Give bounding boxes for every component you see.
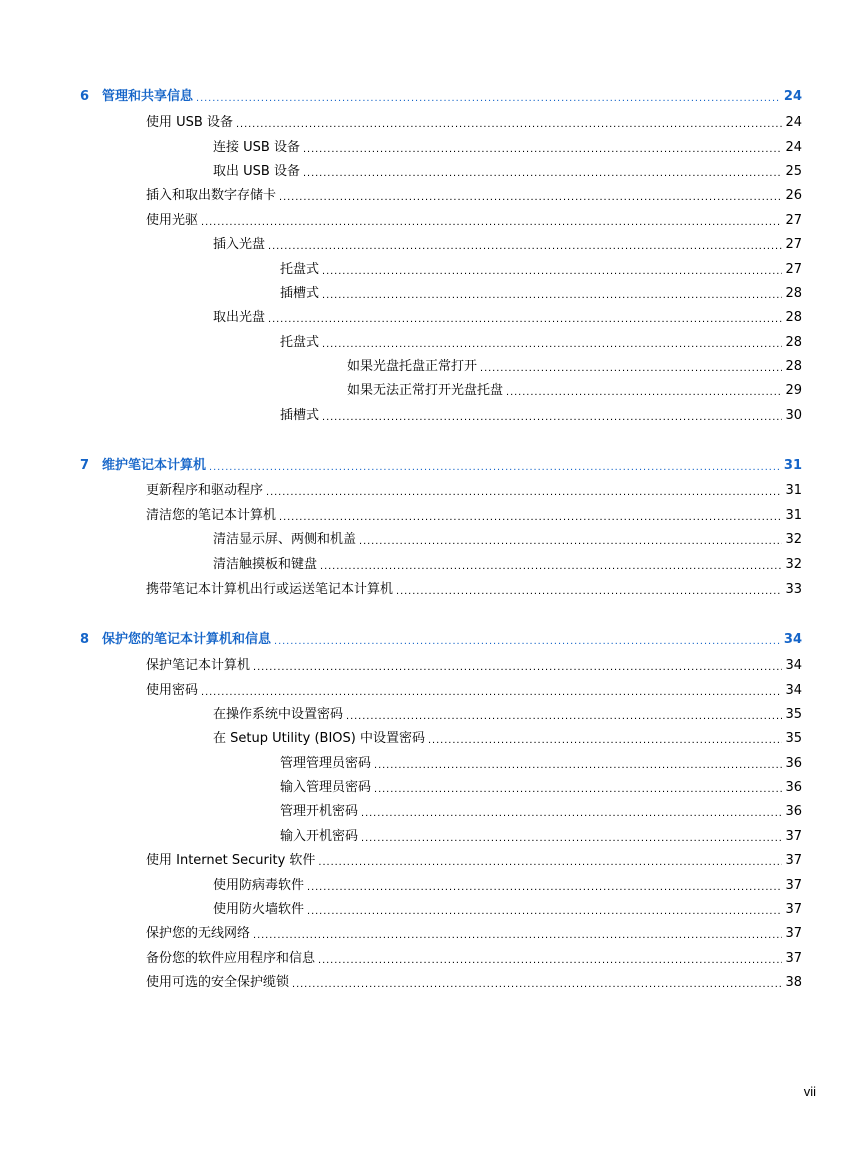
toc-entry[interactable] — [146, 580, 802, 598]
dot-leader — [201, 215, 782, 229]
toc-entry-title: 使用光驱 — [146, 213, 199, 228]
toc-entry-title: 备份您的软件应用程序和信息 — [146, 951, 316, 966]
toc-page-number: 34 — [783, 632, 802, 647]
toc-page-number: 34 — [785, 658, 802, 673]
toc-entry-title: 输入开机密码 — [280, 829, 359, 844]
dot-leader — [268, 312, 782, 326]
toc-entry-title: 如果光盘托盘正常打开 — [347, 359, 478, 374]
toc-entry[interactable] — [213, 705, 802, 723]
toc-entry[interactable] — [280, 284, 802, 302]
chapter-number: 7 — [80, 458, 90, 473]
toc-page-number: 35 — [785, 731, 802, 746]
toc-page-number: 24 — [785, 140, 802, 155]
toc-entry[interactable] — [146, 211, 802, 229]
toc-entry-title: 插槽式 — [280, 286, 320, 301]
dot-leader — [480, 361, 782, 375]
toc-page-number: 36 — [785, 780, 802, 795]
dot-leader — [506, 385, 782, 399]
toc-chapter-entry[interactable] — [80, 630, 802, 648]
dot-leader — [318, 953, 782, 967]
toc-entry-title: 取出光盘 — [213, 310, 266, 325]
toc-entry-title: 清洁显示屏、两侧和机盖 — [213, 532, 357, 547]
toc-entry[interactable] — [213, 235, 802, 253]
toc-page-number: 28 — [785, 310, 802, 325]
toc-page-number: 33 — [785, 582, 802, 597]
toc-page-number: 32 — [785, 557, 802, 572]
toc-page-number: 37 — [785, 951, 802, 966]
toc-entry[interactable] — [146, 113, 802, 131]
toc-entry-title: 清洁您的笔记本计算机 — [146, 508, 277, 523]
dot-leader — [361, 831, 782, 845]
toc-page-number: 32 — [785, 532, 802, 547]
toc-entry[interactable] — [146, 681, 802, 699]
toc-entry[interactable] — [280, 333, 802, 351]
toc-entry[interactable] — [146, 506, 802, 524]
toc-entry[interactable] — [280, 754, 802, 772]
toc-entry-title: 使用 Internet Security 软件 — [146, 853, 316, 868]
toc-page-number: 36 — [785, 804, 802, 819]
dot-leader — [303, 166, 783, 180]
toc-entry-title: 更新程序和驱动程序 — [146, 483, 264, 498]
toc-page-number: 24 — [783, 89, 802, 104]
toc-page-number: 31 — [785, 483, 802, 498]
dot-leader — [428, 733, 782, 747]
toc-entry[interactable] — [146, 949, 802, 967]
dot-leader — [307, 880, 782, 894]
toc-chapter-entry[interactable] — [80, 87, 802, 105]
dot-leader — [253, 660, 782, 674]
toc-entry[interactable] — [280, 778, 802, 796]
toc-page-number: 37 — [785, 829, 802, 844]
toc-entry[interactable] — [146, 851, 802, 869]
toc-entry-title: 使用密码 — [146, 683, 199, 698]
toc-page-number: 26 — [785, 188, 802, 203]
toc-entry[interactable] — [213, 555, 802, 573]
toc-entry-title: 取出 USB 设备 — [213, 164, 300, 179]
toc-entry-title: 使用可选的安全保护缆锁 — [146, 975, 290, 990]
dot-leader — [209, 460, 781, 474]
toc-page-number: 24 — [785, 115, 802, 130]
dot-leader — [266, 485, 782, 499]
toc-entry[interactable] — [146, 481, 802, 499]
toc-entry-title: 输入管理员密码 — [280, 780, 372, 795]
toc-entry-title: 使用防病毒软件 — [213, 878, 305, 893]
dot-leader — [361, 806, 782, 820]
toc-entry[interactable] — [213, 138, 802, 156]
toc-page-number: 30 — [785, 408, 802, 423]
dot-leader — [374, 782, 782, 796]
toc-entry-title: 清洁触摸板和键盘 — [213, 557, 318, 572]
dot-leader — [322, 264, 782, 278]
toc-entry[interactable] — [213, 729, 802, 747]
toc-entry-title: 插入和取出数字存储卡 — [146, 188, 277, 203]
toc-entry-title: 插入光盘 — [213, 237, 266, 252]
toc-entry[interactable] — [213, 308, 802, 326]
toc-page-number: 28 — [785, 359, 802, 374]
toc-entry[interactable] — [146, 973, 802, 991]
toc-entry[interactable] — [146, 924, 802, 942]
dot-leader — [307, 904, 782, 918]
toc-page-number: 35 — [785, 707, 802, 722]
dot-leader — [268, 239, 782, 253]
toc-entry-title: 连接 USB 设备 — [213, 140, 300, 155]
dot-leader — [279, 510, 782, 524]
toc-page-number: 36 — [785, 756, 802, 771]
toc-entry-title: 托盘式 — [280, 335, 320, 350]
toc-entry[interactable] — [146, 186, 802, 204]
toc-entry-title: 管理和共享信息 — [102, 89, 194, 104]
toc-page-number: 31 — [785, 508, 802, 523]
toc-entry-title: 托盘式 — [280, 262, 320, 277]
toc-entry[interactable] — [347, 357, 802, 375]
toc-entry-title: 保护您的笔记本计算机和信息 — [102, 632, 272, 647]
dot-leader — [396, 584, 782, 598]
dot-leader — [320, 559, 782, 573]
toc-entry[interactable] — [146, 656, 802, 674]
dot-leader — [346, 709, 782, 723]
toc-entry[interactable] — [280, 406, 802, 424]
dot-leader — [322, 288, 782, 302]
toc-page-number: 27 — [785, 262, 802, 277]
toc-page-number: 34 — [785, 683, 802, 698]
dot-leader — [359, 534, 782, 548]
toc-page-number: 28 — [785, 286, 802, 301]
toc-entry-title: 保护您的无线网络 — [146, 926, 251, 941]
toc-entry-title: 保护笔记本计算机 — [146, 658, 251, 673]
toc-entry-title: 如果无法正常打开光盘托盘 — [347, 383, 504, 398]
dot-leader — [274, 634, 781, 648]
dot-leader — [322, 337, 782, 351]
toc-entry[interactable] — [213, 900, 802, 918]
dot-leader — [196, 91, 781, 105]
toc-entry-title: 维护笔记本计算机 — [102, 458, 207, 473]
toc-page-number: 37 — [785, 926, 802, 941]
dot-leader — [374, 758, 782, 772]
toc-entry[interactable] — [280, 260, 802, 278]
dot-leader — [201, 685, 782, 699]
toc-page-number: 38 — [785, 975, 802, 990]
toc-entry-title: 使用防火墙软件 — [213, 902, 305, 917]
toc-page-number: 27 — [785, 237, 802, 252]
toc-page-number: 29 — [785, 383, 802, 398]
toc-page-number: 31 — [783, 458, 802, 473]
toc-entry-title: 管理开机密码 — [280, 804, 359, 819]
dot-leader — [303, 142, 783, 156]
toc-entry-title: 在 Setup Utility (BIOS) 中设置密码 — [213, 731, 425, 746]
page-folio: vii — [803, 1084, 816, 1099]
dot-leader — [322, 410, 782, 424]
toc-entry[interactable] — [213, 876, 802, 894]
toc-entry[interactable] — [213, 162, 802, 180]
dot-leader — [253, 928, 782, 942]
toc-entry[interactable] — [280, 802, 802, 820]
toc-entry[interactable] — [347, 381, 802, 399]
toc-entry-title: 携带笔记本计算机出行或运送笔记本计算机 — [146, 582, 394, 597]
dot-leader — [292, 977, 782, 991]
toc-page-number: 25 — [785, 164, 802, 179]
chapter-number: 6 — [80, 89, 90, 104]
dot-leader — [318, 855, 782, 869]
toc-page-number: 37 — [785, 878, 802, 893]
chapter-number: 8 — [80, 632, 90, 647]
dot-leader — [279, 190, 782, 204]
toc-entry[interactable] — [213, 530, 802, 548]
toc-page-number: 37 — [785, 902, 802, 917]
toc-entry-title: 使用 USB 设备 — [146, 115, 233, 130]
toc-page-number: 37 — [785, 853, 802, 868]
toc-entry-title: 在操作系统中设置密码 — [213, 707, 344, 722]
toc-page-number: 28 — [785, 335, 802, 350]
toc-chapter-entry[interactable] — [80, 456, 802, 474]
toc-entry-title: 插槽式 — [280, 408, 320, 423]
dot-leader — [236, 117, 783, 131]
toc-entry-title: 管理管理员密码 — [280, 756, 372, 771]
toc-page-number: 27 — [785, 213, 802, 228]
toc-entry[interactable] — [280, 827, 802, 845]
